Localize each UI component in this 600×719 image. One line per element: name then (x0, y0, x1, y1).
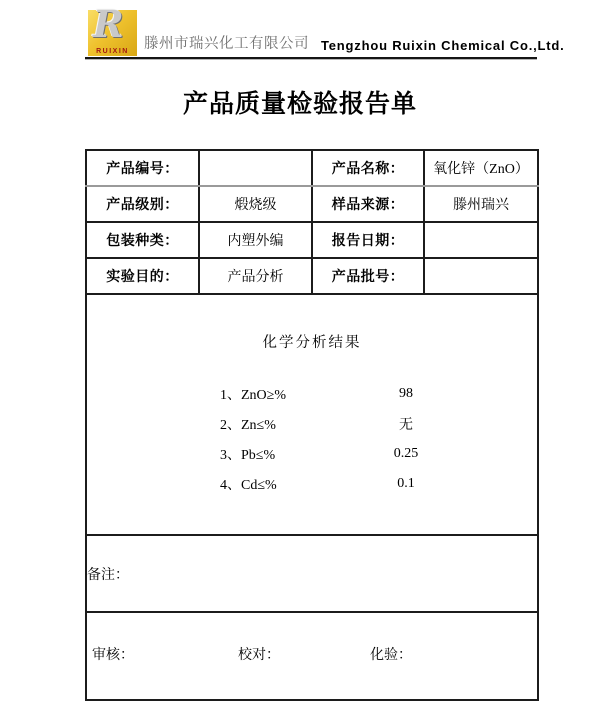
analysis-items-list (220, 379, 436, 499)
analysis-item-label: 3、Pb≤% (220, 447, 276, 463)
analysis-section (86, 294, 538, 535)
report-table (85, 149, 539, 701)
review-signature-label: 审核： (92, 648, 134, 663)
analysis-section-title: 化学分析结果 (262, 334, 362, 351)
test-purpose-value: 产品分析 (199, 258, 312, 294)
product-grade-label: 产品级别： (86, 186, 199, 222)
product-name-value: 氧化锌（ZnO） (424, 150, 538, 186)
remarks-row (86, 535, 538, 612)
remarks-cell (86, 535, 538, 612)
company-header (88, 2, 565, 56)
batch-number-value (424, 258, 538, 294)
product-grade-value: 煅烧级 (199, 186, 312, 222)
table-row (86, 222, 538, 258)
remarks-label: 备注： (87, 567, 129, 583)
product-code-value (199, 150, 312, 186)
table-row (86, 258, 538, 294)
product-code-label: 产品编号： (86, 150, 199, 186)
analysis-item-value: 0.25 (393, 445, 419, 461)
report-date-value (424, 222, 538, 258)
signature-cell (86, 612, 538, 700)
analysis-item (220, 469, 436, 499)
report-title: 产品质量检验报告单 (182, 90, 417, 118)
table-row (86, 150, 538, 186)
analysis-item (220, 409, 436, 439)
analysis-item (220, 379, 436, 409)
packaging-type-label: 包装种类： (86, 222, 199, 258)
company-name-en: Tengzhou Ruixin Chemical Co.,Ltd. (321, 38, 565, 53)
analysis-row (86, 294, 538, 535)
sample-source-value: 滕州瑞兴 (424, 186, 538, 222)
company-name-cn: 滕州市瑞兴化工有限公司 (144, 36, 309, 52)
header-divider (85, 57, 537, 60)
analysis-item-value: 0.1 (397, 475, 415, 491)
packaging-type-value: 内塑外编 (199, 222, 312, 258)
batch-number-label: 产品批号： (312, 258, 424, 294)
logo-wordmark: RUIXIN (96, 48, 129, 55)
analysis-item-label: 1、ZnO≥% (220, 387, 287, 403)
sample-source-label: 样品来源： (312, 186, 424, 222)
product-name-label: 产品名称： (312, 150, 424, 186)
analysis-item (220, 439, 436, 469)
company-logo (88, 2, 137, 56)
report-date-label: 报告日期： (312, 222, 424, 258)
signature-row (86, 612, 538, 700)
analysis-item-value: 无 (399, 417, 413, 433)
analysis-item-value: 98 (399, 385, 413, 401)
analysis-item-label: 4、Cd≤% (220, 477, 277, 493)
logo-r-glyph: R (93, 2, 124, 46)
test-purpose-label: 实验目的： (86, 258, 199, 294)
table-row (86, 186, 538, 222)
analysis-item-label: 2、Zn≤% (220, 417, 276, 433)
test-signature-label: 化验： (370, 648, 412, 663)
proofread-signature-label: 校对： (238, 648, 280, 663)
